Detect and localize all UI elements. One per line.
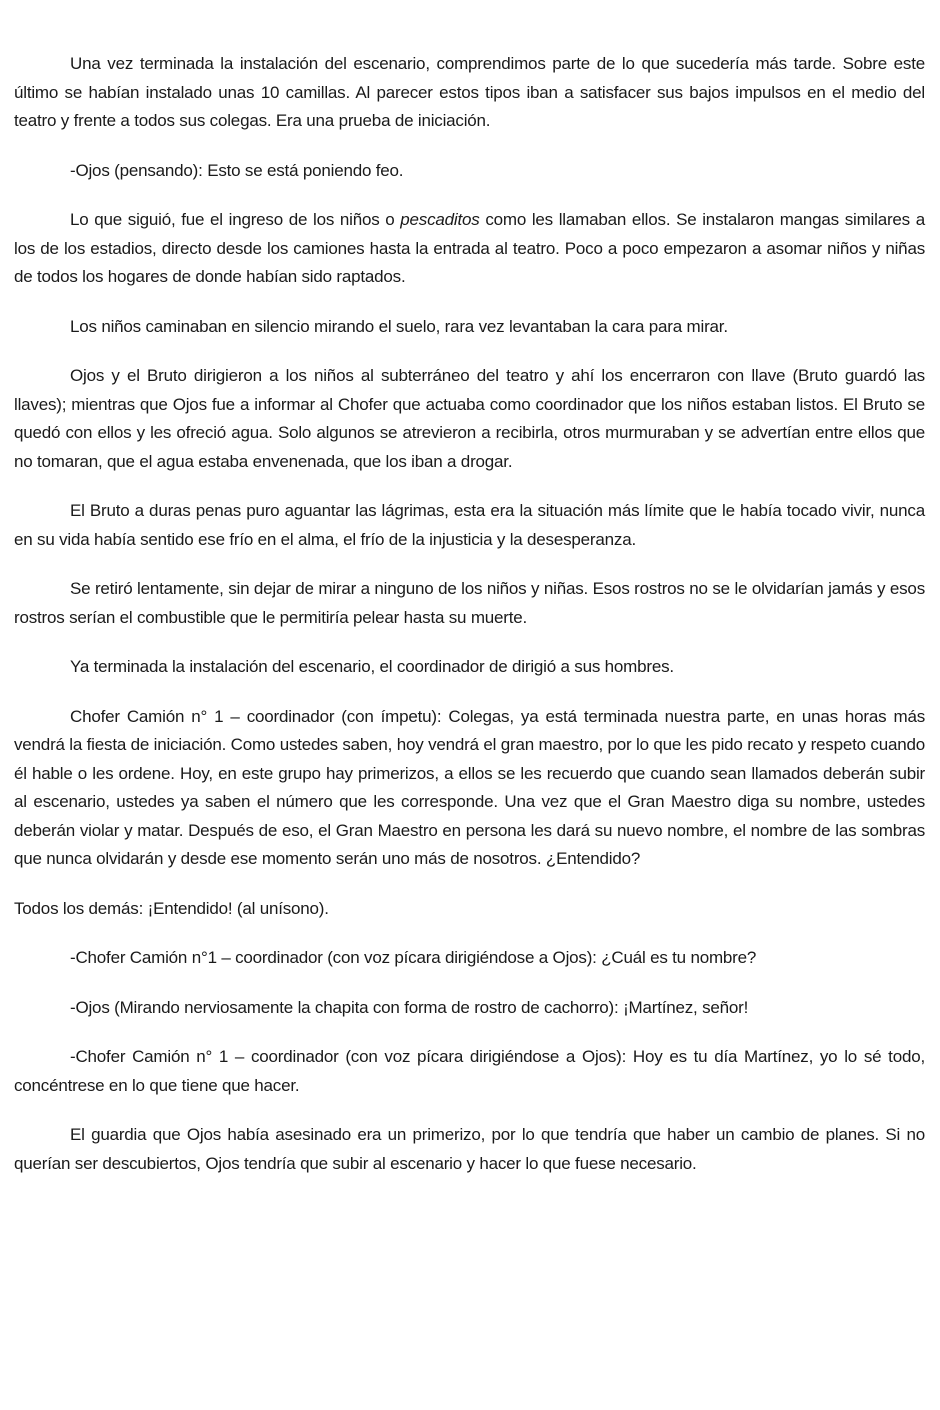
paragraph-children-arrival (14, 206, 925, 292)
paragraph-text-tail: como les llamaban ellos. Se instalaron mangas similares a los de los estadios, directo desde los camiones hasta la entrada al teatro. Poco a poco empezaron a asomar niños y niñas de todos los hogares de donde habían sido raptados. (14, 210, 925, 286)
paragraph-all-respond: Todos los demás: ¡Entendido! (al unísono). (14, 898, 329, 918)
paragraph-installation-stage: Una vez terminada la instalación del escenario, comprendimos parte de lo que sucedería más tarde. Sobre este último se habían instalado unas 10 camillas. Al parecer estos tipos iban a satisfacer sus bajos impulsos en el medio del teatro y frente a todos sus colegas. Era una prueba de iniciación. (14, 54, 925, 130)
paragraph-ojos-answer: -Ojos (Mirando nerviosamente la chapita con forma de rostro de cachorro): ¡Martínez, señor! (70, 997, 749, 1017)
paragraph-coordinator-question: -Chofer Camión n°1 – coordinador (con voz pícara dirigiéndose a Ojos): ¿Cuál es tu nombre? (70, 948, 757, 967)
paragraph-bruto-retreat: Se retiró lentamente, sin dejar de mirar a ninguno de los niños y niñas. Esos rostros no se le olvidarían jamás y esos rostros serían el combustible que le permitiría pelear hasta su muerte. (14, 579, 925, 627)
paragraph-children-walking: Los niños caminaban en silencio mirando el suelo, rara vez levantaban la cara para mirar. (70, 316, 728, 336)
paragraph-ojos-thinking: -Ojos (pensando): Esto se está poniendo feo. (70, 160, 404, 180)
paragraph-bruto-tears: El Bruto a duras penas puro aguantar las lágrimas, esta era la situación más límite que le había tocado vivir, nunca en su vida había sentido ese frío en el alma, el frío de la injusticia y la desesperanza. (14, 501, 925, 549)
paragraph-plan-change: El guardia que Ojos había asesinado era un primerizo, por lo que tendría que haber un cambio de planes. Si no querían ser descubiertos, Ojos tendría que subir al escenario y hacer lo que fuese necesario. (14, 1125, 925, 1173)
paragraph-coordinator-speech: Chofer Camión n° 1 – coordinador (con ímpetu): Colegas, ya está terminada nuestra parte, en unas horas más vendrá la fiesta de iniciación. Como ustedes saben, hoy vendrá el gran maestro, por lo que les pido recato y respeto cuando él hable o les ordene. Hoy, en este grupo hay primerizos, a ellos se les recuerdo que cuando sean llamados deberán subir al escenario, ustedes ya saben el número que les corresponde. Una vez que el Gran Maestro diga su nombre, ustedes deberán violar y matar. Después de eso, el Gran Maestro en persona les dará su nuevo nombre, el nombre de las sombras que nunca olvidarán y desde ese momento serán uno más de nosotros. ¿Entendido? (14, 706, 925, 868)
paragraph-basement-lock: Ojos y el Bruto dirigieron a los niños al subterráneo del teatro y ahí los encerraron con llave (Bruto guardó las llaves); mientras que Ojos fue a informar al Chofer que actuaba como coordinador que los niños estaban listos. El Bruto se quedó con ellos y les ofreció agua. Solo algunos se atrevieron a recibirla, otros murmuraban y se advertían entre ellos que no tomaran, que el agua estaba envenenada, que los iban a drogar. (14, 366, 925, 471)
paragraph-coordinator-reply: -Chofer Camión n° 1 – coordinador (con voz pícara dirigiéndose a Ojos): Hoy es tu día Martínez, yo lo sé todo, concéntrese en lo que tiene que hacer. (14, 1047, 925, 1095)
paragraph-text-lead: Lo que siguió, fue el ingreso de los niños o (70, 210, 401, 229)
paragraph-coordinator-address: Ya terminada la instalación del escenario, el coordinador de dirigió a sus hombres. (70, 657, 674, 676)
italic-word-pescaditos: pescaditos (400, 210, 480, 229)
